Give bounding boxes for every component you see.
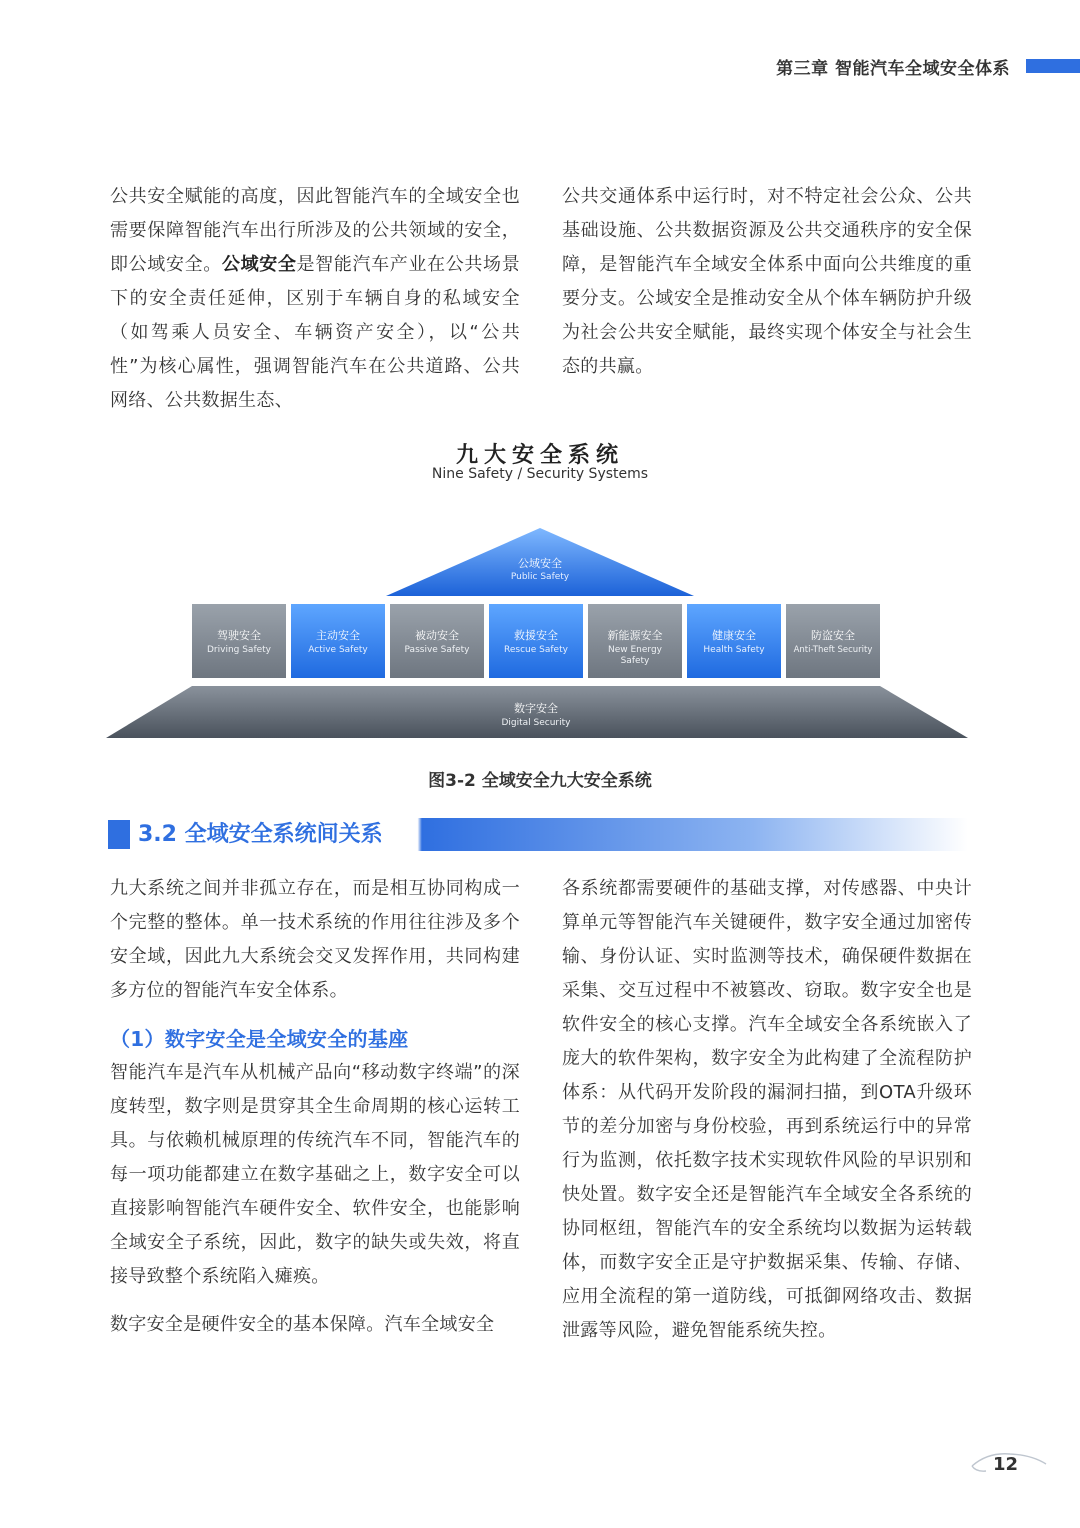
section-heading-marker	[108, 820, 130, 849]
section-left-paragraph-2: 智能汽车是汽车从机械产品向“移动数字终端”的深度转型，数字则是贯穿其全生命周期的核心运转工具。与依赖机械原理的传统汽车不同，智能汽车的每一项功能都建立在数字基础之上，数字安全可以直接影响智能汽车硬件安全、软件安全，也能影响全域安全子系统，因此，数字的缺失或失效，将直接导致整个系统陷入瘫痪。	[110, 1062, 520, 1287]
pillar-3-label-cn: 被动安全	[415, 629, 459, 642]
chapter-header: 第三章 智能汽车全域安全体系	[776, 59, 1010, 79]
pillar-5-label-en-1: New Energy	[608, 645, 662, 655]
pillar-5-label-en-2: Safety	[620, 656, 650, 666]
pillar-2	[291, 604, 385, 678]
subheading-digital-security: （1）数字安全是全域安全的基座	[110, 1027, 409, 1051]
figure-subtitle: Nine Safety / Security Systems	[431, 466, 649, 482]
pillar-4-label-en: Rescue Safety	[504, 645, 568, 655]
page-number: 12	[992, 1454, 1018, 1475]
section-left-paragraph-3: 数字安全是硬件安全的基本保障。汽车全域安全	[110, 1314, 495, 1335]
pillar-1	[192, 604, 286, 678]
intro-right-paragraph: 公共交通体系中运行时，对不特定社会公众、公共基础设施、公共数据资源及公共交通秩序的安全保障，是智能汽车全域安全体系中面向公共维度的重要分支。公域安全是推动安全从个体车辆防护升级为社会公共安全赋能，最终实现个体安全与社会生态的共赢。	[562, 186, 972, 377]
intro-bold-term: 公域安全	[221, 254, 297, 275]
intro-left-text-1: 公共安全赋能的高度，因此智能汽车的全域安全也需要保障智能汽车出行所涉及的公共领域的安全，即公域安全。	[110, 186, 520, 275]
pillar-1-label-cn: 驾驶安全	[217, 629, 261, 642]
pillar-4-label-cn: 救援安全	[514, 629, 558, 642]
chapter-accent-bar	[1026, 59, 1080, 73]
pillar-3	[390, 604, 484, 678]
pillar-5-label-cn: 新能源安全	[607, 629, 663, 642]
pillar-4	[489, 604, 583, 678]
pillar-6-label-cn: 健康安全	[712, 629, 756, 642]
intro-right-column	[562, 180, 972, 384]
section-right-column	[562, 872, 972, 1348]
pillar-6-label-en: Health Safety	[703, 645, 765, 655]
intro-left-column	[110, 180, 520, 418]
roof-label-cn: 公域安全	[518, 557, 562, 570]
pillar-5	[588, 604, 682, 678]
pillar-3-label-en: Passive Safety	[404, 645, 470, 655]
intro-left-text-2: 是智能汽车产业在公共场景下的安全责任延伸，区别于车辆自身的私域安全（如驾乘人员安全、车辆资产安全），以“公共性”为核心属性，强调智能汽车在公共道路、公共网络、公共数据生态、	[110, 254, 520, 411]
pillar-7-label-cn: 防盗安全	[811, 629, 855, 642]
base-label-en: Digital Security	[501, 718, 571, 728]
figure-title: 九大安全系统	[455, 443, 624, 468]
pillar-6	[687, 604, 781, 678]
base-label-cn: 数字安全	[514, 702, 558, 715]
pillar-2-label-cn: 主动安全	[316, 629, 360, 642]
section-title: 3.2 全域安全系统间关系	[138, 818, 393, 851]
pillar-7-label-en: Anti-Theft Security	[793, 645, 873, 655]
intro-left-paragraph	[110, 180, 520, 418]
pillar-2-label-en: Active Safety	[308, 645, 368, 655]
section-left-paragraph-1: 九大系统之间并非孤立存在，而是相互协同构成一个完整的整体。单一技术系统的作用往往涉及多个安全域，因此九大系统会交叉发挥作用，共同构建多方位的智能汽车安全体系。	[110, 878, 520, 1001]
section-left-column	[110, 872, 520, 1342]
pillar-1-label-en: Driving Safety	[206, 645, 272, 655]
pillar-7	[786, 604, 880, 678]
nine-systems-diagram	[100, 520, 980, 750]
section-right-paragraph: 各系统都需要硬件的基础支撑，对传感器、中央计算单元等智能汽车关键硬件，数字安全通过加密传输、身份认证、实时监测等技术，确保硬件数据在采集、交互过程中不被篡改、窃取。数字安全也是软件安全的核心支撑。汽车全域安全各系统嵌入了庞大的软件架构，数字安全为此构建了全流程防护体系：从代码开发阶段的漏洞扫描，到OTA升级环节的差分加密与身份校验，再到系统运行中的异常行为监测，依托数字技术实现软件风险的早识别和快处置。数字安全还是智能汽车全域安全各系统的协同枢纽，智能汽车的安全系统均以数据为运转载体，而数字安全正是守护数据采集、传输、存储、应用全流程的第一道防线，可抵御网络攻击、数据泄露等风险，避免智能系统失控。	[562, 878, 972, 1341]
roof-label-en: Public Safety	[510, 572, 570, 582]
figure-caption: 图3-2 全域安全九大安全系统	[428, 771, 652, 791]
